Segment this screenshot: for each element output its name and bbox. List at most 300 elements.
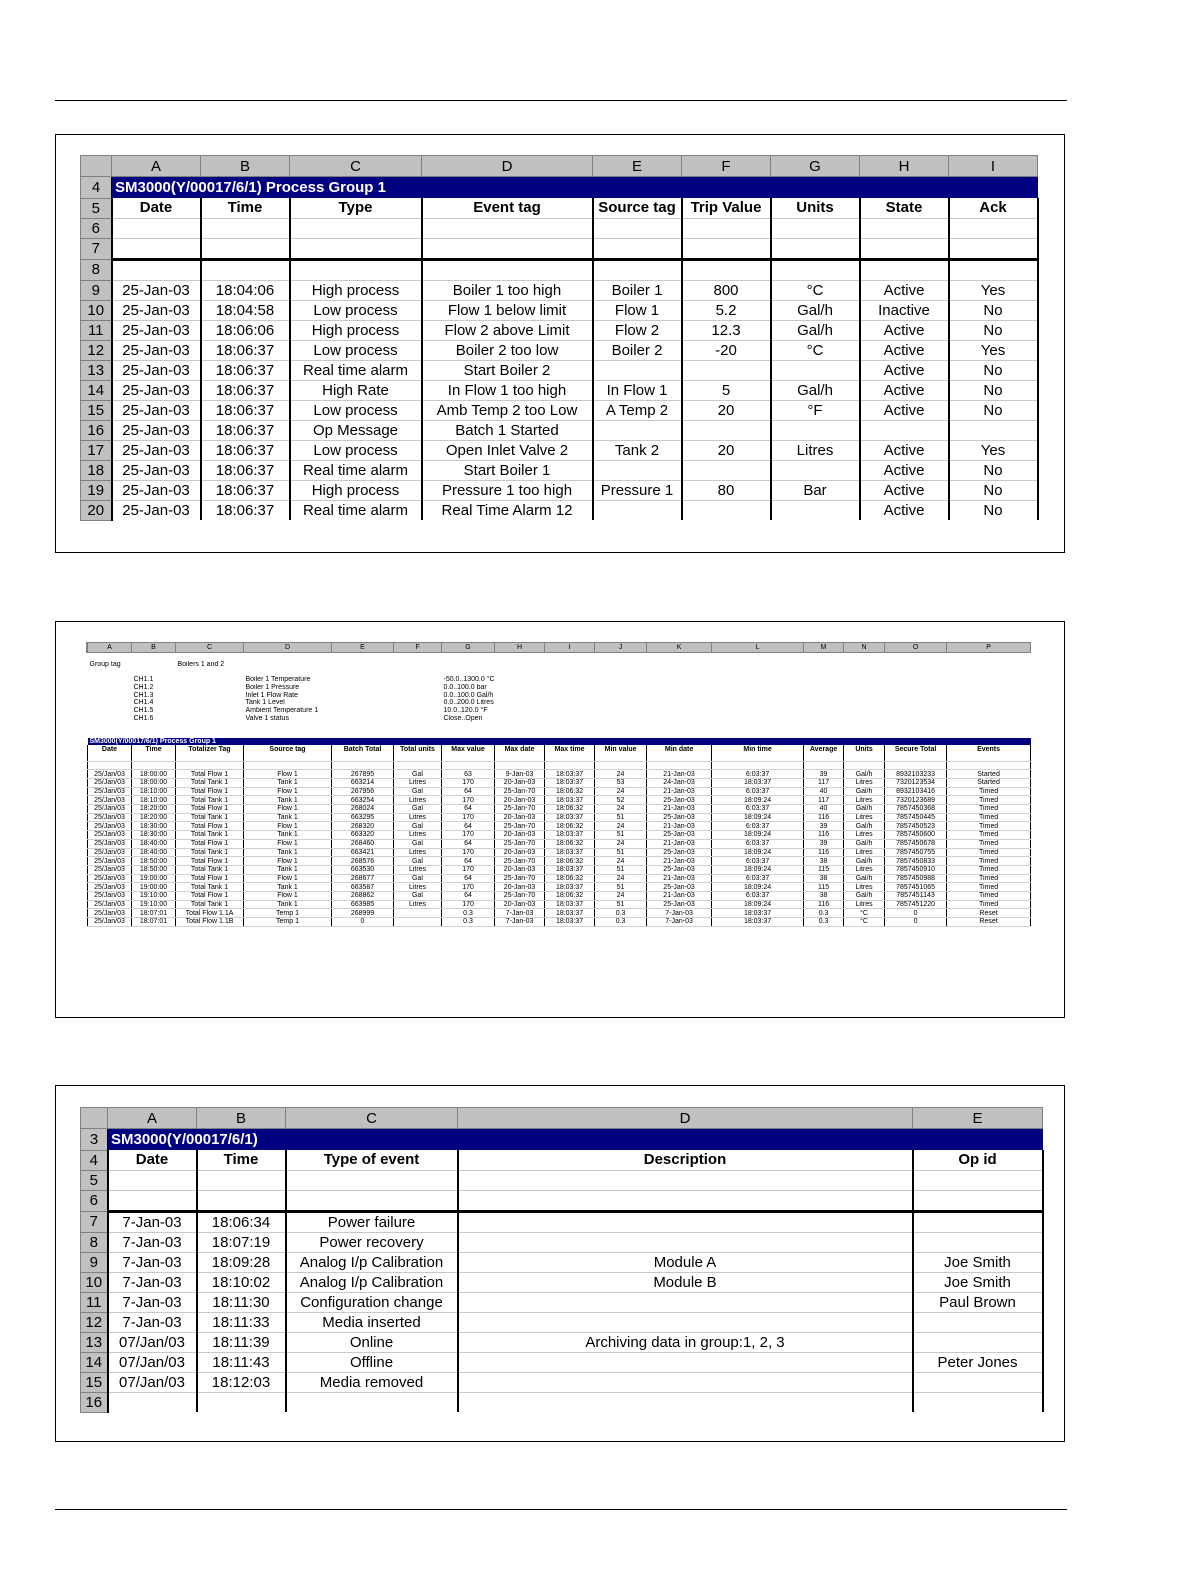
table-cell[interactable]: Batch 1 Started bbox=[422, 420, 593, 440]
table-cell[interactable]: 8932103416 bbox=[885, 787, 947, 796]
column-header[interactable]: B bbox=[132, 643, 176, 653]
table-cell[interactable]: Start Boiler 1 bbox=[422, 460, 593, 480]
empty-cell[interactable] bbox=[394, 668, 442, 676]
table-cell[interactable] bbox=[913, 1232, 1043, 1252]
table-cell[interactable]: 64 bbox=[442, 857, 495, 866]
table-cell[interactable]: 51 bbox=[595, 831, 647, 840]
table-cell[interactable]: 0 bbox=[885, 918, 947, 927]
row-number[interactable]: 15 bbox=[81, 1372, 108, 1392]
row-number[interactable]: 8 bbox=[81, 259, 112, 280]
table-cell[interactable]: Active bbox=[860, 500, 949, 520]
table-cell[interactable]: 6:03:37 bbox=[712, 822, 804, 831]
empty-cell[interactable] bbox=[176, 699, 244, 707]
table-cell[interactable]: 18:07:01 bbox=[132, 918, 176, 927]
table-cell[interactable]: 40 bbox=[804, 787, 844, 796]
empty-cell[interactable] bbox=[885, 661, 947, 669]
column-header[interactable]: J bbox=[595, 643, 647, 653]
table-cell[interactable]: 7857450600 bbox=[885, 831, 947, 840]
table-cell[interactable]: 7857450910 bbox=[885, 865, 947, 874]
empty-cell[interactable] bbox=[495, 707, 545, 715]
table-cell[interactable]: 18:03:37 bbox=[712, 909, 804, 918]
table-cell[interactable]: 25-Jan-03 bbox=[647, 813, 712, 822]
row-number[interactable]: 9 bbox=[81, 280, 112, 300]
table-cell[interactable] bbox=[682, 420, 771, 440]
empty-cell[interactable] bbox=[804, 699, 844, 707]
empty-cell[interactable] bbox=[332, 661, 394, 669]
table-cell[interactable]: 12.3 bbox=[682, 320, 771, 340]
empty-cell[interactable] bbox=[593, 238, 682, 259]
table-cell[interactable]: Pressure 1 too high bbox=[422, 480, 593, 500]
table-cell[interactable]: Low process bbox=[290, 300, 422, 320]
empty-cell[interactable] bbox=[804, 684, 844, 692]
empty-cell[interactable] bbox=[332, 722, 394, 730]
empty-cell[interactable] bbox=[332, 707, 394, 715]
column-header[interactable]: E bbox=[332, 643, 394, 653]
column-header[interactable]: D bbox=[458, 1108, 913, 1129]
empty-cell[interactable] bbox=[885, 715, 947, 723]
table-cell[interactable]: 25/Jan/03 bbox=[88, 839, 132, 848]
table-cell[interactable]: 267895 bbox=[332, 770, 394, 779]
empty-cell[interactable] bbox=[495, 653, 545, 661]
table-cell[interactable]: 64 bbox=[442, 891, 495, 900]
column-header[interactable]: L bbox=[712, 643, 804, 653]
table-cell[interactable]: 38 bbox=[804, 857, 844, 866]
empty-cell[interactable] bbox=[947, 715, 1031, 723]
table-cell[interactable]: Gal/h bbox=[844, 805, 885, 814]
empty-cell[interactable] bbox=[394, 753, 442, 761]
table-cell[interactable]: 38 bbox=[804, 874, 844, 883]
empty-cell[interactable] bbox=[290, 238, 422, 259]
table-cell[interactable] bbox=[860, 420, 949, 440]
table-cell[interactable]: Reset bbox=[947, 909, 1031, 918]
empty-cell[interactable] bbox=[844, 699, 885, 707]
table-cell[interactable]: Litres bbox=[844, 813, 885, 822]
row-number[interactable]: 20 bbox=[81, 500, 112, 520]
table-cell[interactable]: 20-Jan-03 bbox=[495, 848, 545, 857]
empty-cell[interactable] bbox=[394, 699, 442, 707]
table-cell[interactable]: 7857450445 bbox=[885, 813, 947, 822]
table-cell[interactable]: Total Tank 1 bbox=[176, 883, 244, 892]
table-cell[interactable]: 24 bbox=[595, 874, 647, 883]
column-header[interactable]: A bbox=[88, 643, 132, 653]
table-cell[interactable]: °C bbox=[844, 909, 885, 918]
row-number[interactable]: 7 bbox=[81, 1211, 108, 1232]
table-cell[interactable]: Pressure 1 bbox=[593, 480, 682, 500]
empty-cell[interactable] bbox=[88, 707, 132, 715]
table-cell[interactable]: 18:11:43 bbox=[197, 1352, 286, 1372]
empty-cell[interactable] bbox=[176, 707, 244, 715]
empty-cell[interactable] bbox=[442, 753, 495, 761]
empty-cell[interactable] bbox=[844, 668, 885, 676]
table-cell[interactable]: 51 bbox=[595, 883, 647, 892]
table-cell[interactable]: Analog I/p Calibration bbox=[286, 1272, 458, 1292]
table-cell[interactable]: 6:03:37 bbox=[712, 839, 804, 848]
empty-cell[interactable] bbox=[132, 668, 176, 676]
table-cell[interactable]: No bbox=[949, 460, 1038, 480]
table-cell[interactable] bbox=[771, 420, 860, 440]
row-number[interactable]: 14 bbox=[81, 1352, 108, 1372]
column-header[interactable]: I bbox=[949, 156, 1038, 177]
table-cell[interactable]: 20-Jan-03 bbox=[495, 779, 545, 788]
empty-cell[interactable] bbox=[804, 676, 844, 684]
table-cell[interactable]: 20-Jan-03 bbox=[495, 796, 545, 805]
table-cell[interactable] bbox=[394, 909, 442, 918]
table-cell[interactable]: 25-Jan-03 bbox=[112, 380, 201, 400]
table-cell[interactable] bbox=[394, 918, 442, 927]
table-cell[interactable]: Tank 1 bbox=[244, 796, 332, 805]
table-cell[interactable]: 18:03:37 bbox=[545, 770, 595, 779]
table-cell[interactable]: 18:20:00 bbox=[132, 813, 176, 822]
empty-cell[interactable] bbox=[112, 238, 201, 259]
table-cell[interactable]: 24 bbox=[595, 770, 647, 779]
empty-cell[interactable] bbox=[595, 761, 647, 770]
table-cell[interactable]: 170 bbox=[442, 900, 495, 909]
table-cell[interactable]: 25/Jan/03 bbox=[88, 848, 132, 857]
table-cell[interactable]: Open Inlet Valve 2 bbox=[422, 440, 593, 460]
table-cell[interactable]: 18:04:06 bbox=[201, 280, 290, 300]
table-cell[interactable]: 170 bbox=[442, 848, 495, 857]
table-cell[interactable]: 18:11:30 bbox=[197, 1292, 286, 1312]
table-cell[interactable]: Tank 1 bbox=[244, 865, 332, 874]
column-header[interactable]: O bbox=[885, 643, 947, 653]
table-cell[interactable]: 18:03:37 bbox=[545, 918, 595, 927]
table-cell[interactable]: Gal/h bbox=[844, 770, 885, 779]
table-cell[interactable]: 0 bbox=[332, 918, 394, 927]
table-cell[interactable]: 07/Jan/03 bbox=[108, 1332, 197, 1352]
table-cell[interactable]: 25-Jan-03 bbox=[112, 480, 201, 500]
table-cell[interactable]: Flow 1 bbox=[244, 874, 332, 883]
corner-cell[interactable] bbox=[81, 156, 112, 177]
table-cell[interactable]: Total Flow 1.1A bbox=[176, 909, 244, 918]
table-cell[interactable]: 18:06:32 bbox=[545, 857, 595, 866]
channel-range[interactable]: 0.0..100.0 Gal/h bbox=[443, 691, 494, 699]
table-cell[interactable] bbox=[913, 1332, 1043, 1352]
empty-cell[interactable] bbox=[647, 707, 712, 715]
table-cell[interactable]: Litres bbox=[394, 813, 442, 822]
table-cell[interactable]: 80 bbox=[682, 480, 771, 500]
table-cell[interactable]: 18:03:37 bbox=[545, 831, 595, 840]
empty-cell[interactable] bbox=[332, 684, 394, 692]
table-cell[interactable]: 115 bbox=[804, 865, 844, 874]
table-cell[interactable]: 116 bbox=[804, 900, 844, 909]
table-cell[interactable]: 663587 bbox=[332, 883, 394, 892]
table-cell[interactable]: 25/Jan/03 bbox=[88, 805, 132, 814]
empty-cell[interactable] bbox=[88, 684, 132, 692]
table-cell[interactable]: 6:03:37 bbox=[712, 805, 804, 814]
table-cell[interactable]: 18:06:37 bbox=[201, 400, 290, 420]
table-cell[interactable]: 18:03:37 bbox=[545, 796, 595, 805]
table-cell[interactable]: Litres bbox=[394, 883, 442, 892]
table-cell[interactable]: 18:03:37 bbox=[712, 779, 804, 788]
empty-cell[interactable] bbox=[132, 730, 176, 738]
table-cell[interactable]: Gal/h bbox=[771, 380, 860, 400]
empty-cell[interactable] bbox=[201, 259, 290, 280]
empty-cell[interactable] bbox=[885, 761, 947, 770]
table-cell[interactable]: Total Flow 1 bbox=[176, 787, 244, 796]
empty-cell[interactable] bbox=[290, 259, 422, 280]
table-cell[interactable]: 170 bbox=[442, 796, 495, 805]
table-cell[interactable]: 663421 bbox=[332, 848, 394, 857]
table-cell[interactable]: 268320 bbox=[332, 822, 394, 831]
empty-cell[interactable] bbox=[595, 668, 647, 676]
table-cell[interactable]: 18:04:58 bbox=[201, 300, 290, 320]
table-cell[interactable]: 7857450368 bbox=[885, 805, 947, 814]
row-number[interactable]: 9 bbox=[81, 1252, 108, 1272]
channel-id[interactable]: CH1.6 bbox=[133, 714, 154, 722]
table-cell[interactable]: 19:10:00 bbox=[132, 891, 176, 900]
table-cell[interactable]: 52 bbox=[595, 796, 647, 805]
table-cell[interactable]: 25-Jan-03 bbox=[647, 831, 712, 840]
empty-cell[interactable] bbox=[495, 753, 545, 761]
table-cell[interactable]: 18:11:39 bbox=[197, 1332, 286, 1352]
empty-cell[interactable] bbox=[394, 653, 442, 661]
table-cell[interactable]: In Flow 1 too high bbox=[422, 380, 593, 400]
table-cell[interactable]: Active bbox=[860, 480, 949, 500]
table-cell[interactable]: 18:11:33 bbox=[197, 1312, 286, 1332]
empty-cell[interactable] bbox=[947, 676, 1031, 684]
empty-cell[interactable] bbox=[495, 684, 545, 692]
empty-cell[interactable] bbox=[595, 676, 647, 684]
table-cell[interactable]: 24 bbox=[595, 857, 647, 866]
channel-range[interactable]: 0.0..100.0 bar bbox=[443, 684, 487, 692]
table-cell[interactable]: 18:03:37 bbox=[545, 900, 595, 909]
empty-cell[interactable] bbox=[804, 653, 844, 661]
table-cell[interactable]: Paul Brown bbox=[913, 1292, 1043, 1312]
empty-cell[interactable] bbox=[332, 668, 394, 676]
empty-cell[interactable] bbox=[595, 684, 647, 692]
table-cell[interactable]: Joe Smith bbox=[913, 1272, 1043, 1292]
empty-cell[interactable] bbox=[712, 715, 804, 723]
empty-cell[interactable] bbox=[286, 1170, 458, 1190]
table-cell[interactable]: Timed bbox=[947, 848, 1031, 857]
empty-cell[interactable] bbox=[545, 722, 595, 730]
column-header[interactable]: I bbox=[545, 643, 595, 653]
table-cell[interactable]: 7857450988 bbox=[885, 874, 947, 883]
empty-cell[interactable] bbox=[844, 730, 885, 738]
empty-cell[interactable] bbox=[545, 653, 595, 661]
table-cell[interactable]: 7857450678 bbox=[885, 839, 947, 848]
table-cell[interactable]: °F bbox=[771, 400, 860, 420]
table-cell[interactable]: Litres bbox=[771, 440, 860, 460]
table-cell[interactable]: Flow 2 above Limit bbox=[422, 320, 593, 340]
empty-cell[interactable] bbox=[108, 1170, 197, 1190]
table-cell[interactable] bbox=[682, 360, 771, 380]
empty-cell[interactable] bbox=[804, 730, 844, 738]
empty-cell[interactable] bbox=[132, 761, 176, 770]
table-cell[interactable] bbox=[458, 1372, 913, 1392]
table-cell[interactable] bbox=[771, 460, 860, 480]
empty-cell[interactable] bbox=[176, 676, 244, 684]
row-number[interactable]: 3 bbox=[81, 1129, 108, 1151]
table-cell[interactable]: 25-Jan-03 bbox=[112, 340, 201, 360]
table-cell[interactable]: 19:00:00 bbox=[132, 874, 176, 883]
row-number[interactable]: 6 bbox=[81, 1190, 108, 1211]
empty-cell[interactable] bbox=[885, 668, 947, 676]
table-cell[interactable]: 24 bbox=[595, 822, 647, 831]
table-cell[interactable]: 21-Jan-03 bbox=[647, 770, 712, 779]
row-number[interactable]: 11 bbox=[81, 1292, 108, 1312]
empty-cell[interactable] bbox=[132, 722, 176, 730]
table-cell[interactable]: 0 bbox=[885, 909, 947, 918]
table-cell[interactable]: No bbox=[949, 400, 1038, 420]
table-cell[interactable]: 268024 bbox=[332, 805, 394, 814]
table-cell[interactable]: 267956 bbox=[332, 787, 394, 796]
channel-name[interactable]: Boiler 1 Pressure bbox=[245, 684, 300, 692]
empty-cell[interactable] bbox=[495, 676, 545, 684]
table-cell[interactable]: 39 bbox=[804, 839, 844, 848]
table-cell[interactable]: 18:09:24 bbox=[712, 848, 804, 857]
channel-name[interactable]: Boiler 1 Temperature bbox=[245, 676, 311, 684]
empty-cell[interactable] bbox=[442, 730, 495, 738]
table-cell[interactable]: 51 bbox=[595, 900, 647, 909]
table-cell[interactable]: Tank 2 bbox=[593, 440, 682, 460]
table-cell[interactable]: 18:12:03 bbox=[197, 1372, 286, 1392]
table-cell[interactable]: 25-Jan-03 bbox=[647, 848, 712, 857]
table-cell[interactable]: Gal/h bbox=[771, 300, 860, 320]
empty-cell[interactable] bbox=[495, 661, 545, 669]
table-cell[interactable]: Module A bbox=[458, 1252, 913, 1272]
table-cell[interactable]: Real time alarm bbox=[290, 360, 422, 380]
empty-cell[interactable] bbox=[422, 259, 593, 280]
empty-cell[interactable] bbox=[545, 715, 595, 723]
table-cell[interactable]: 7-Jan-03 bbox=[108, 1292, 197, 1312]
table-cell[interactable]: Litres bbox=[844, 883, 885, 892]
empty-cell[interactable] bbox=[804, 691, 844, 699]
empty-cell[interactable] bbox=[495, 715, 545, 723]
table-cell[interactable]: 07/Jan/03 bbox=[108, 1372, 197, 1392]
table-cell[interactable]: Flow 1 bbox=[244, 822, 332, 831]
empty-cell[interactable] bbox=[647, 730, 712, 738]
table-cell[interactable]: Litres bbox=[394, 796, 442, 805]
empty-cell[interactable] bbox=[647, 715, 712, 723]
table-cell[interactable]: 18:09:24 bbox=[712, 796, 804, 805]
empty-cell[interactable] bbox=[860, 259, 949, 280]
table-cell[interactable]: Tank 1 bbox=[244, 813, 332, 822]
empty-cell[interactable] bbox=[495, 761, 545, 770]
table-cell[interactable]: 268677 bbox=[332, 874, 394, 883]
table-cell[interactable]: 7857450833 bbox=[885, 857, 947, 866]
empty-cell[interactable] bbox=[712, 691, 804, 699]
table-cell[interactable]: 39 bbox=[804, 822, 844, 831]
row-number[interactable]: 17 bbox=[81, 440, 112, 460]
empty-cell[interactable] bbox=[771, 259, 860, 280]
group-tag-value[interactable]: Boilers 1 and 2 bbox=[177, 661, 225, 669]
empty-cell[interactable] bbox=[545, 699, 595, 707]
table-cell[interactable]: 53 bbox=[595, 779, 647, 788]
table-cell[interactable] bbox=[593, 460, 682, 480]
table-cell[interactable]: 64 bbox=[442, 874, 495, 883]
table-cell[interactable]: 25-Jan-70 bbox=[495, 874, 545, 883]
table-cell[interactable]: Flow 1 below limit bbox=[422, 300, 593, 320]
empty-cell[interactable] bbox=[286, 1190, 458, 1211]
table-cell[interactable]: 25/Jan/03 bbox=[88, 770, 132, 779]
empty-cell[interactable] bbox=[712, 753, 804, 761]
table-cell[interactable]: Total Flow 1 bbox=[176, 874, 244, 883]
table-cell[interactable]: 0.3 bbox=[595, 918, 647, 927]
empty-cell[interactable] bbox=[394, 761, 442, 770]
empty-cell[interactable] bbox=[712, 661, 804, 669]
table-cell[interactable]: 663254 bbox=[332, 796, 394, 805]
table-cell[interactable]: 25/Jan/03 bbox=[88, 865, 132, 874]
table-cell[interactable]: Timed bbox=[947, 891, 1031, 900]
table-cell[interactable]: 21-Jan-03 bbox=[647, 787, 712, 796]
table-cell[interactable]: 268862 bbox=[332, 891, 394, 900]
column-header[interactable]: D bbox=[244, 643, 332, 653]
empty-cell[interactable] bbox=[88, 699, 132, 707]
column-header[interactable]: P bbox=[947, 643, 1031, 653]
table-cell[interactable]: 20 bbox=[682, 400, 771, 420]
table-cell[interactable]: 7-Jan-03 bbox=[108, 1211, 197, 1232]
table-cell[interactable]: 18:09:24 bbox=[712, 883, 804, 892]
row-number[interactable]: 6 bbox=[81, 218, 112, 238]
table-cell[interactable]: Timed bbox=[947, 874, 1031, 883]
table-cell[interactable]: 117 bbox=[804, 796, 844, 805]
table-cell[interactable]: Flow 2 bbox=[593, 320, 682, 340]
column-header[interactable]: E bbox=[913, 1108, 1043, 1129]
table-cell[interactable]: Active bbox=[860, 320, 949, 340]
empty-cell[interactable] bbox=[844, 707, 885, 715]
column-header[interactable]: B bbox=[201, 156, 290, 177]
empty-cell[interactable] bbox=[201, 238, 290, 259]
table-cell[interactable]: In Flow 1 bbox=[593, 380, 682, 400]
column-header[interactable]: H bbox=[495, 643, 545, 653]
table-cell[interactable]: Joe Smith bbox=[913, 1252, 1043, 1272]
table-cell[interactable]: Timed bbox=[947, 900, 1031, 909]
table-cell[interactable]: 25-Jan-70 bbox=[495, 822, 545, 831]
table-cell[interactable] bbox=[108, 1392, 197, 1412]
table-cell[interactable]: 18:06:34 bbox=[197, 1211, 286, 1232]
column-header[interactable]: F bbox=[682, 156, 771, 177]
channel-range[interactable]: 10.0..120.0 °F bbox=[443, 707, 488, 715]
empty-cell[interactable] bbox=[844, 661, 885, 669]
table-cell[interactable]: Active bbox=[860, 400, 949, 420]
table-cell[interactable]: 18:03:37 bbox=[545, 883, 595, 892]
empty-cell[interactable] bbox=[458, 1170, 913, 1190]
table-cell[interactable]: 663320 bbox=[332, 831, 394, 840]
table-cell[interactable]: Low process bbox=[290, 340, 422, 360]
empty-cell[interactable] bbox=[244, 753, 332, 761]
table-cell[interactable]: Gal bbox=[394, 839, 442, 848]
table-cell[interactable]: Active bbox=[860, 360, 949, 380]
table-cell[interactable]: 21-Jan-03 bbox=[647, 857, 712, 866]
table-cell[interactable]: Total Tank 1 bbox=[176, 796, 244, 805]
table-cell[interactable]: Total Flow 1 bbox=[176, 822, 244, 831]
empty-cell[interactable] bbox=[176, 753, 244, 761]
table-cell[interactable]: Active bbox=[860, 280, 949, 300]
table-cell[interactable]: 268999 bbox=[332, 909, 394, 918]
empty-cell[interactable] bbox=[712, 722, 804, 730]
table-cell[interactable]: 25-Jan-70 bbox=[495, 857, 545, 866]
empty-cell[interactable] bbox=[647, 722, 712, 730]
empty-cell[interactable] bbox=[947, 668, 1031, 676]
table-cell[interactable]: Gal bbox=[394, 874, 442, 883]
column-header[interactable]: C bbox=[286, 1108, 458, 1129]
row-number[interactable]: 13 bbox=[81, 360, 112, 380]
table-cell[interactable]: Reset bbox=[947, 918, 1031, 927]
table-cell[interactable]: Timed bbox=[947, 822, 1031, 831]
table-cell[interactable]: Litres bbox=[394, 900, 442, 909]
table-cell[interactable]: 18:40:00 bbox=[132, 848, 176, 857]
empty-cell[interactable] bbox=[647, 691, 712, 699]
table-cell[interactable]: 51 bbox=[595, 848, 647, 857]
table-cell[interactable]: 20-Jan-03 bbox=[495, 883, 545, 892]
empty-cell[interactable] bbox=[712, 761, 804, 770]
channel-id[interactable]: CH1.4 bbox=[133, 699, 154, 707]
table-cell[interactable]: Timed bbox=[947, 813, 1031, 822]
table-cell[interactable]: Active bbox=[860, 380, 949, 400]
row-number[interactable]: 16 bbox=[81, 1392, 108, 1412]
table-cell[interactable] bbox=[682, 460, 771, 480]
